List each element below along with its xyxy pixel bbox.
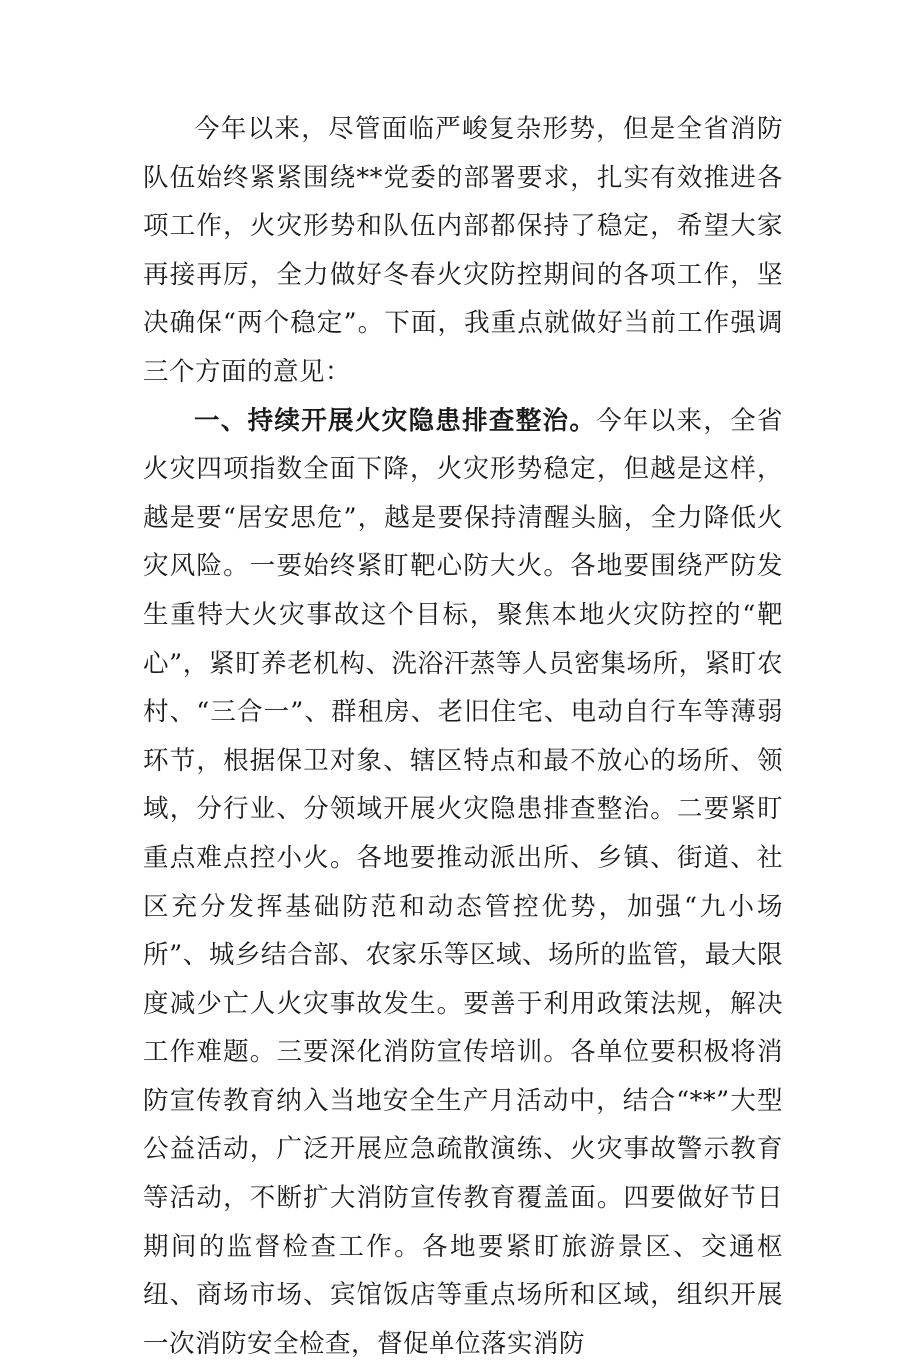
- section-one-paragraph: [143, 397, 783, 1368]
- intro-paragraph: [143, 105, 783, 397]
- section-one-heading: 一、持续开展火灾隐患排查整治。: [194, 405, 597, 436]
- document-body: [143, 105, 783, 1368]
- section-one-text: 今年以来，全省火灾四项指数全面下降，火灾形势稳定，但越是这样，越是要“居安思危”，越是要保持清醒头脑，全力降低火灾风险。一要始终紧盯靶心防大火。各地要围绕严防发生重特大火灾事故这个目标，聚焦本地火灾防控的“靶心”，紧盯养老机构、洗浴汗蒸等人员密集场所，紧盯农村、“三合一”、群租房、老旧住宅、电动自行车等薄弱环节，根据保卫对象、辖区特点和最不放心的场所、领域，分行业、分领域开展火灾隐患排查整治。二要紧盯重点难点控小火。各地要推动派出所、乡镇、街道、社区充分发挥基础防范和动态管控优势，加强“九小场所”、城乡结合部、农家乐等区域、场所的监管，最大限度减少亡人火灾事故发生。要善于利用政策法规，解决工作难题。三要深化消防宣传培训。各单位要积极将消防宣传教育纳入当地安全生产月活动中，结合“**”大型公益活动，广泛开展应急疏散演练、火灾事故警示教育等活动，不断扩大消防宣传教育覆盖面。四要做好节日期间的监督检查工作。各地要紧盯旅游景区、交通枢纽、商场市场、宾馆饭店等重点场所和区域，组织开展一次消防安全检查，督促单位落实消防: [143, 405, 783, 1359]
- intro-paragraph-text: 今年以来，尽管面临严峻复杂形势，但是全省消防队伍始终紧紧围绕**党委的部署要求，扎实有效推进各项工作，火灾形势和队伍内部都保持了稳定，希望大家再接再厉，全力做好冬春火灾防控期间的各项工作，坚决确保“两个稳定”。下面，我重点就做好当前工作强调三个方面的意见：: [143, 114, 783, 387]
